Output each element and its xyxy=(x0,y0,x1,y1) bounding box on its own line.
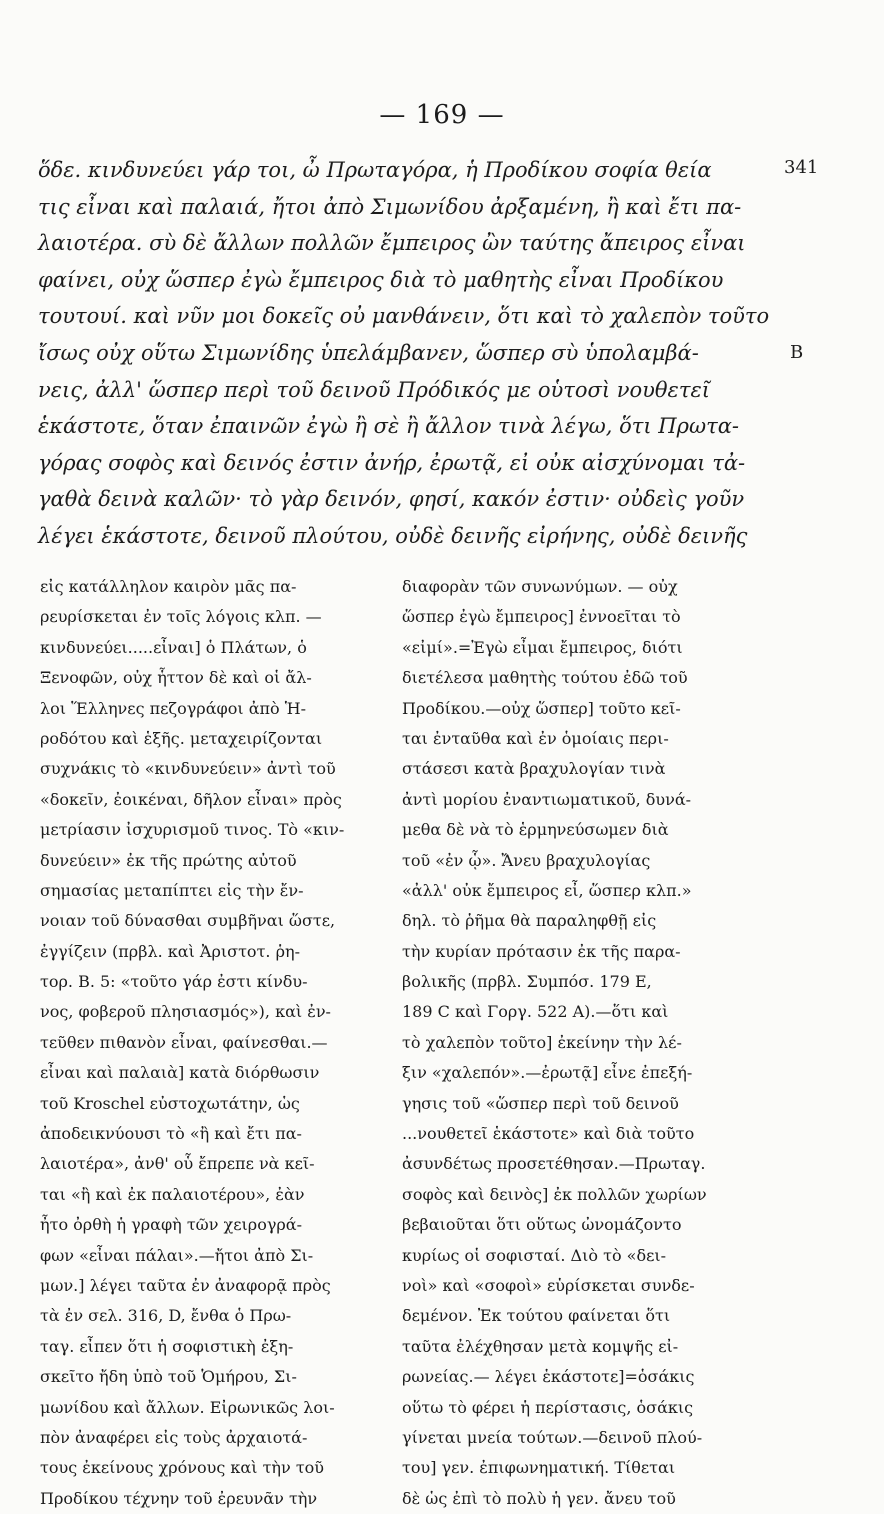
main-text-line: ἴσως οὐχ οὕτω Σιμωνίδης ὑπελάμβανεν, ὥσπερ σὺ ὑπολαμβά- xyxy=(38,340,699,365)
commentary-line: Ξενοφῶν, οὐχ ἧττον δὲ καὶ οἱ ἄλ- xyxy=(40,668,312,688)
commentary-line: γησις τοῦ «ὥσπερ περὶ τοῦ δεινοῦ xyxy=(402,1093,679,1113)
commentary-line: τορ. Β. 5: «τοῦτο γάρ ἐστι κίνδυ- xyxy=(40,972,308,992)
commentary-line: ρευρίσκεται ἐν τοῖς λόγοις κλπ. — xyxy=(40,607,322,627)
commentary-line: δὲ ὡς ἐπὶ τὸ πολὺ ἡ γεν. ἄνευ τοῦ xyxy=(402,1488,676,1508)
margin-reference-341: 341 xyxy=(784,157,819,178)
page-number: — 169 — xyxy=(379,100,505,130)
commentary-line: διετέλεσα μαθητὴς τούτου ἐδῶ τοῦ xyxy=(402,668,688,688)
commentary-line: τὰ ἐν σελ. 316, D, ἔνθα ὁ Πρω- xyxy=(40,1306,292,1326)
commentary-line: τους ἐκείνους χρόνους καὶ τὴν τοῦ xyxy=(40,1458,325,1478)
main-text-line: λαιοτέρα. σὺ δὲ ἄλλων πολλῶν ἔμπειρος ὢν ταύτης ἄπειρος εἶναι xyxy=(38,231,746,256)
commentary-line: ἐγγίζειν (πρβλ. καὶ Ἀριστοτ. ῥη- xyxy=(40,941,300,961)
main-text-line: φαίνει, οὐχ ὥσπερ ἐγὼ ἔμπειρος διὰ τὸ μαθητὴς εἶναι Προδίκου xyxy=(38,267,724,292)
commentary-right-column xyxy=(402,572,720,1514)
commentary-line: ροδότου καὶ ἑξῆς. μεταχειρίζονται xyxy=(40,728,323,748)
commentary-line: ...νουθετεῖ ἑκάστοτε» καὶ διὰ τοῦτο xyxy=(402,1124,695,1144)
main-text-line: γόρας σοφὸς καὶ δεινός ἐστιν ἀνήρ, ἐρωτᾷ, εἰ οὐκ αἰσχύνομαι τἀ- xyxy=(38,450,746,475)
commentary-line: ἀσυνδέτως προσετέθησαν.—Πρωταγ. xyxy=(402,1154,706,1174)
commentary-line: σοφὸς καὶ δεινὸς] ἐκ πολλῶν χωρίων xyxy=(402,1184,707,1204)
commentary-line: δηλ. τὸ ῥῆμα θὰ παραληφθῇ εἰς xyxy=(402,911,657,931)
commentary-line: 189 C καὶ Γοργ. 522 A).—ὅτι καὶ xyxy=(402,1002,669,1022)
commentary-line: Προδίκου.—οὐχ ὥσπερ] τοῦτο κεῖ- xyxy=(402,698,681,718)
commentary-line: σκεῖτο ἤδη ὑπὸ τοῦ Ὁμήρου, Σι- xyxy=(40,1367,297,1387)
commentary-line: ἀποδεικνύουσι τὸ «ἢ καὶ ἔτι πα- xyxy=(40,1124,302,1144)
commentary-line: «εἰμί».=Ἐγὼ εἶμαι ἔμπειρος, διότι xyxy=(402,637,683,657)
commentary-line: σημασίας μεταπίπτει εἰς τὴν ἔν- xyxy=(40,880,304,900)
commentary-line: μωνίδου καὶ ἄλλων. Εἰρωνικῶς λοι- xyxy=(40,1397,335,1417)
commentary-line: κινδυνεύει.....εἶναι] ὁ Πλάτων, ὁ xyxy=(40,637,307,657)
commentary-line: φων «εἶναι πάλαι».—ἤτοι ἀπὸ Σι- xyxy=(40,1245,314,1265)
commentary-line: στάσεσι κατὰ βραχυλογίαν τινὰ xyxy=(402,759,666,779)
commentary-line: μεθα δὲ νὰ τὸ ἑρμηνεύσωμεν διὰ xyxy=(402,820,669,840)
commentary-line: νοιαν τοῦ δύνασθαι συμβῆναι ὥστε, xyxy=(40,911,336,931)
main-text-line: λέγει ἑκάστοτε, δεινοῦ πλούτου, οὐδὲ δεινῆς εἰρήνης, οὐδὲ δεινῆς xyxy=(38,523,748,548)
commentary-line: ἀντὶ μορίου ἐναντιωματικοῦ, δυνά- xyxy=(402,789,692,809)
main-text-line: γαθὰ δεινὰ καλῶν· τὸ γὰρ δεινόν, φησί, κακόν ἐστιν· οὐδεὶς γοῦν xyxy=(38,487,745,512)
margin-reference-b: B xyxy=(790,342,804,363)
commentary-line: τοῦ «ἐν ᾧ». Ἄνευ βραχυλογίας xyxy=(402,850,651,870)
commentary-line: νοὶ» καὶ «σοφοὶ» εὑρίσκεται συνδε- xyxy=(402,1275,695,1295)
commentary-line: δυνεύειν» ἐκ τῆς πρώτης αὐτοῦ xyxy=(40,850,297,870)
commentary-line: ὥσπερ ἐγὼ ἔμπειρος] ἐννοεῖται τὸ xyxy=(402,607,681,627)
main-greek-text xyxy=(38,152,778,555)
commentary-line: γίνεται μνεία τούτων.—δεινοῦ πλού- xyxy=(402,1427,703,1447)
main-text-line: νεις, ἀλλ' ὥσπερ περὶ τοῦ δεινοῦ Πρόδικός με οὑτοσὶ νουθετεῖ xyxy=(38,377,710,402)
commentary-line: νος, φοβεροῦ πλησιασμός»), καὶ ἐν- xyxy=(40,1002,331,1022)
commentary-line: μων.] λέγει ταῦτα ἐν ἀναφορᾷ πρὸς xyxy=(40,1275,331,1295)
commentary-line: διαφορὰν τῶν συνωνύμων. — οὐχ xyxy=(402,577,678,596)
commentary-line: λοι Ἕλληνες πεζογράφοι ἀπὸ Ἡ- xyxy=(40,698,307,718)
commentary-line: εἰς κατάλληλον καιρὸν μᾶς πα- xyxy=(40,577,297,596)
commentary-line: Προδίκου τέχνην τοῦ ἐρευνᾶν τὴν xyxy=(40,1488,318,1508)
main-text-line: τουτουί. καὶ νῦν μοι δοκεῖς οὐ μανθάνειν, ὅτι καὶ τὸ χαλεπὸν τοῦτο xyxy=(38,304,770,329)
commentary-line: «ἀλλ' οὐκ ἔμπειρος εἶ, ὥσπερ κλπ.» xyxy=(402,880,692,900)
main-text-line: τις εἶναι καὶ παλαιά, ἤτοι ἀπὸ Σιμωνίδου ἀρξαμένη, ἢ καὶ ἔτι πα- xyxy=(38,194,742,219)
commentary-line: ξιν «χαλεπόν».—ἐρωτᾷ] εἶνε ἐπεξή- xyxy=(402,1063,693,1083)
commentary-line: ἦτο ὀρθὴ ἡ γραφὴ τῶν χειρογρά- xyxy=(40,1215,303,1235)
main-text-line: ἑκάστοτε, ὅταν ἐπαινῶν ἐγὼ ἢ σὲ ἢ ἄλλον τινὰ λέγω, ὅτι Πρωτα- xyxy=(38,414,739,439)
commentary-line: δεμένον. Ἐκ τούτου φαίνεται ὅτι xyxy=(402,1306,671,1326)
commentary-line: πὸν ἀναφέρει εἰς τοὺς ἀρχαιοτά- xyxy=(40,1427,308,1447)
commentary-line: συχνάκις τὸ «κινδυνεύειν» ἀντὶ τοῦ xyxy=(40,759,336,779)
commentary-line: ται «ἢ καὶ ἐκ παλαιοτέρου», ἐὰν xyxy=(40,1184,305,1204)
commentary-line: τοῦ Kroschel εὐστοχωτάτην, ὡς xyxy=(40,1093,300,1113)
commentary-line: ρωνείας.— λέγει ἑκάστοτε]=ὁσάκις xyxy=(402,1367,695,1387)
commentary-line: λαιοτέρα», ἀνθ' οὗ ἔπρεπε νὰ κεῖ- xyxy=(40,1154,315,1174)
commentary-line: μετρίασιν ἰσχυρισμοῦ τινος. Τὸ «κιν- xyxy=(40,820,345,840)
commentary-line: εἶναι καὶ παλαιὰ] κατὰ διόρθωσιν xyxy=(40,1063,320,1083)
commentary-line: ταγ. εἶπεν ὅτι ἡ σοφιστικὴ ἐξη- xyxy=(40,1336,294,1356)
commentary-line: του] γεν. ἐπιφωνηματική. Τίθεται xyxy=(402,1458,676,1478)
commentary-line: βολικῆς (πρβλ. Συμπόσ. 179 Ε, xyxy=(402,972,652,992)
commentary-line: τεῦθεν πιθανὸν εἶναι, φαίνεσθαι.— xyxy=(40,1032,328,1052)
commentary-line: ται ἐνταῦθα καὶ ἐν ὁμοίαις περι- xyxy=(402,728,669,748)
commentary-line: βεβαιοῦται ὅτι οὕτως ὠνομάζοντο xyxy=(402,1215,682,1235)
commentary-line: κυρίως οἱ σοφισταί. Διὸ τὸ «δει- xyxy=(402,1245,667,1265)
commentary-line: «δοκεῖν, ἐοικέναι, δῆλον εἶναι» πρὸς xyxy=(40,789,342,809)
commentary-line: οὕτω τὸ φέρει ἡ περίστασις, ὁσάκις xyxy=(402,1397,694,1417)
commentary-line: τὸ χαλεπὸν τοῦτο] ἐκείνην τὴν λέ- xyxy=(402,1032,682,1052)
commentary-left-column xyxy=(40,572,358,1514)
commentary-line: ταῦτα ἐλέχθησαν μετὰ κομψῆς εἰ- xyxy=(402,1336,679,1356)
main-text-line: ὅδε. κινδυνεύει γάρ τοι, ὦ Πρωταγόρα, ἡ Προδίκου σοφία θεία xyxy=(38,158,712,182)
commentary-line: τὴν κυρίαν πρότασιν ἐκ τῆς παρα- xyxy=(402,941,681,961)
